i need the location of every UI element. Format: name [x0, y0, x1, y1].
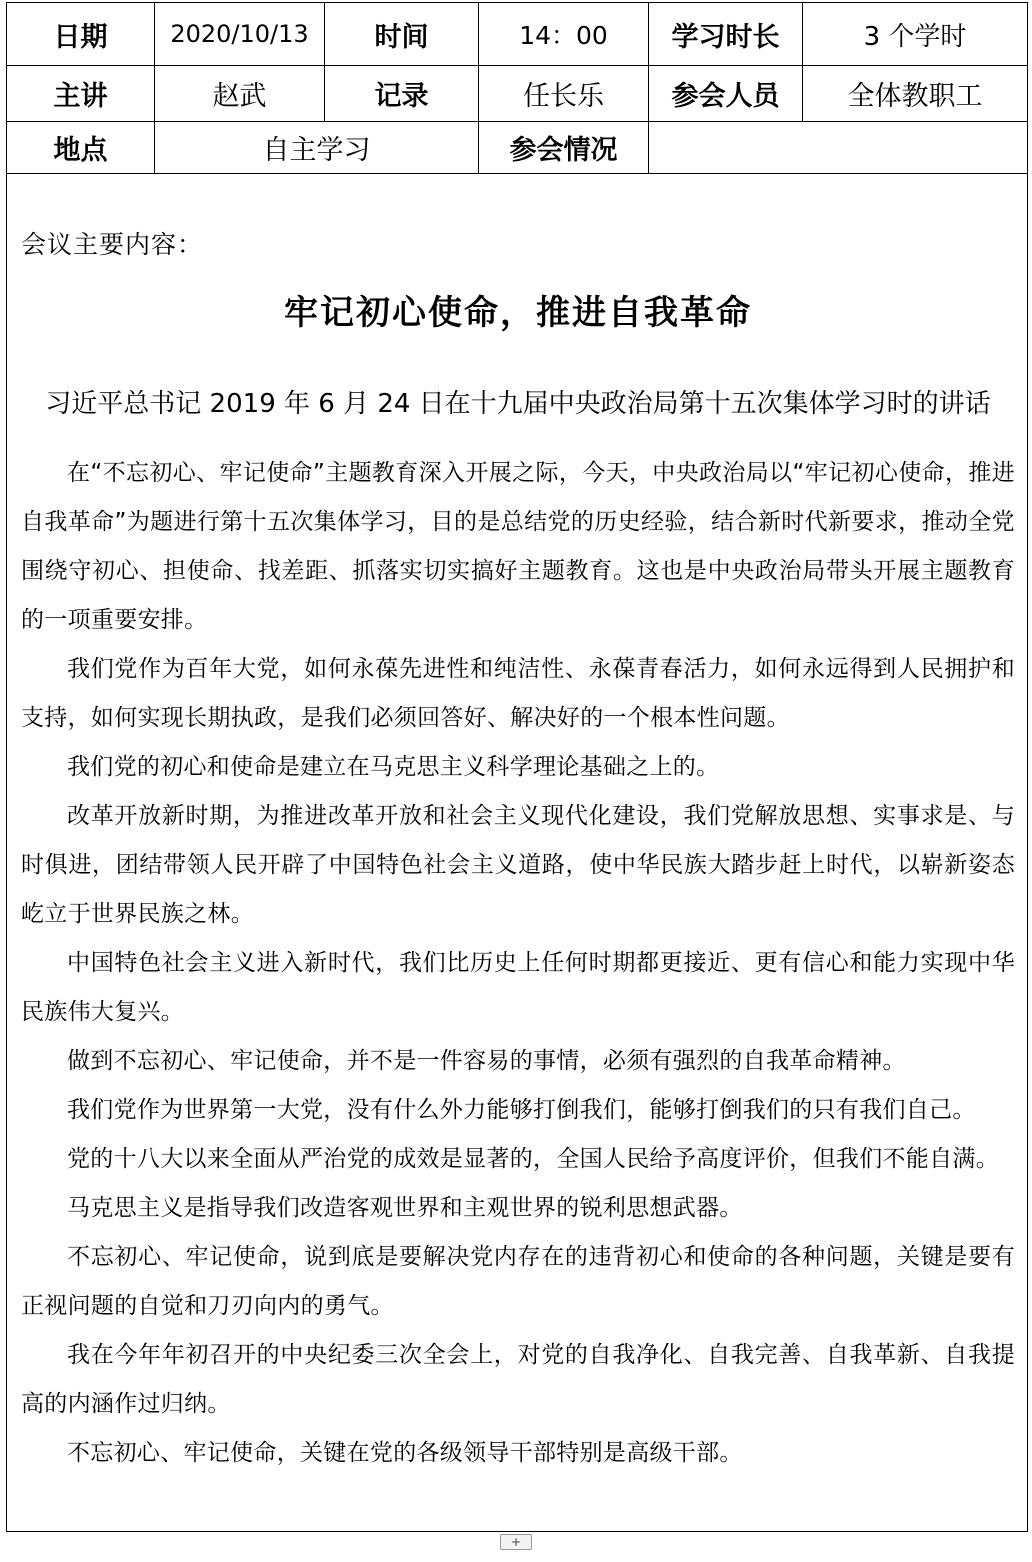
paragraph: 我们党的初心和使命是建立在马克思主义科学理论基础之上的。 — [67, 754, 720, 780]
location-value: 自主学习 — [155, 121, 479, 173]
meeting-record-form — [6, 2, 1028, 1532]
speaker-label: 主讲 — [7, 65, 155, 121]
paragraph: 中国特色社会主义进入新时代，我们比历史上任何时期都更接近、更有信心和能力实现中华民族伟大复兴。 — [21, 950, 1015, 1025]
paragraph: 改革开放新时期，为推进改革开放和社会主义现代化建设，我们党解放思想、实事求是、与时俱进，团结带领人民开辟了中国特色社会主义道路，使中华民族大踏步赶上时代，以崭新姿态屹立于世界民族之林。 — [21, 803, 1015, 927]
paragraph: 在“不忘初心、牢记使命”主题教育深入开展之际，今天，中央政治局以“牢记初心使命，推进自我革命”为题进行第十五次集体学习，目的是总结党的历史经验，结合新时代新要求，推动全党围绕守初心、担使命、找差距、抓落实切实搞好主题教育。这也是中央政治局带头开展主题教育的一项重要安排。 — [21, 460, 1015, 633]
date-label: 日期 — [7, 3, 155, 65]
time-label: 时间 — [325, 3, 479, 65]
participants-label: 参会人员 — [649, 65, 803, 121]
date-value: 2020/10/13 — [155, 3, 325, 65]
paragraph: 党的十八大以来全面从严治党的成效是显著的，全国人民给予高度评价，但我们不能自满。 — [67, 1146, 999, 1172]
participants-value: 全体教职工 — [847, 80, 983, 112]
paragraph: 不忘初心、牢记使命，说到底是要解决党内存在的违背初心和使命的各种问题，关键是要有正视问题的自觉和刀刃向内的勇气。 — [21, 1244, 1015, 1319]
article-title: 牢记初心使命，推进自我革命 — [284, 293, 752, 333]
attendance-value — [649, 121, 1027, 173]
duration-label: 学习时长 — [649, 3, 803, 65]
speaker-value: 赵武 — [155, 65, 325, 121]
article-subtitle: 习近平总书记 2019 年 6 月 24 日在十九届中央政治局第十五次集体学习时的讲话 — [45, 389, 991, 419]
expand-button[interactable]: + — [500, 1534, 532, 1550]
location-label: 地点 — [7, 121, 155, 173]
time-value: 14：00 — [479, 3, 649, 65]
attendance-label: 参会情况 — [479, 121, 649, 173]
content-intro: 会议主要内容： — [21, 230, 204, 259]
paragraph: 我们党作为世界第一大党，没有什么外力能够打倒我们，能够打倒我们的只有我们自己。 — [67, 1097, 976, 1123]
paragraph: 马克思主义是指导我们改造客观世界和主观世界的锐利思想武器。 — [67, 1195, 743, 1221]
header-row-3 — [7, 121, 1027, 174]
header-row-2 — [7, 65, 1027, 122]
paragraph: 不忘初心、牢记使命，关键在党的各级领导干部特别是高级干部。 — [67, 1440, 743, 1466]
paragraph: 我们党作为百年大党，如何永葆先进性和纯洁性、永葆青春活力，如何永远得到人民拥护和支持，如何实现长期执政，是我们必须回答好、解决好的一个根本性问题。 — [21, 656, 1015, 731]
duration-value: 3 个学时 — [863, 21, 967, 52]
article-body — [21, 449, 1015, 1478]
recorder-value: 任长乐 — [479, 65, 649, 121]
paragraph: 做到不忘初心、牢记使命，并不是一件容易的事情，必须有强烈的自我革命精神。 — [67, 1048, 906, 1074]
header-row-1 — [7, 3, 1027, 66]
paragraph: 我在今年年初召开的中央纪委三次全会上，对党的自我净化、自我完善、自我革新、自我提高的内涵作过归纳。 — [21, 1342, 1015, 1417]
recorder-label: 记录 — [325, 65, 479, 121]
